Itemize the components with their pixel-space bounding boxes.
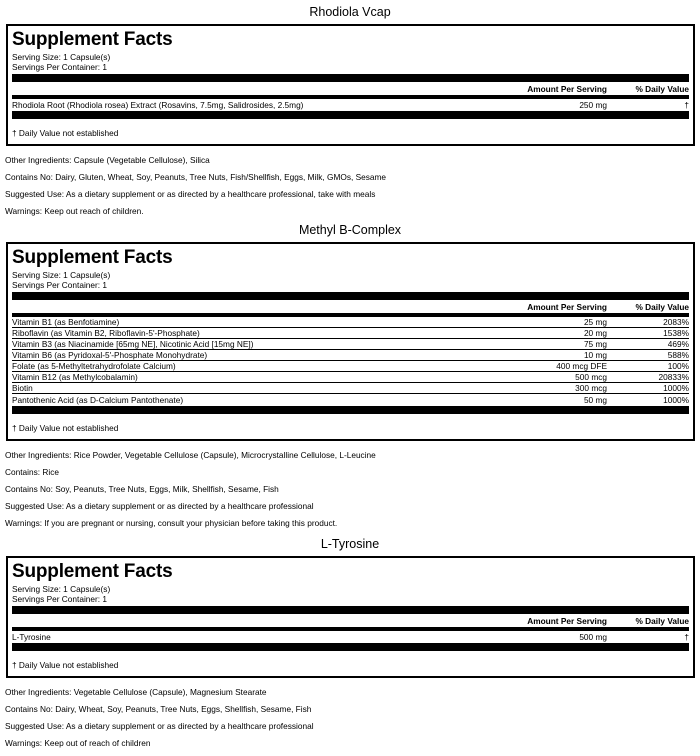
ingredient-name: Vitamin B12 (as Methylcobalamin) bbox=[12, 372, 138, 382]
ingredient-name: Riboflavin (as Vitamin B2, Riboflavin-5'-Phosphate) bbox=[12, 328, 200, 338]
product-notes bbox=[0, 155, 700, 216]
ingredient-name: Biotin bbox=[12, 383, 33, 393]
ingredient-dv: 1538% bbox=[663, 328, 689, 338]
product-notes bbox=[0, 450, 700, 528]
dv-footnote: † Daily Value not established bbox=[12, 128, 119, 138]
table-row bbox=[12, 339, 689, 350]
facts-heading: Supplement Facts bbox=[12, 29, 173, 50]
table-row bbox=[12, 394, 689, 405]
ingredient-name: Vitamin B3 (as Niacinamide [65mg NE], Nicotinic Acid [15mg NE]) bbox=[12, 339, 254, 349]
other-ingredients: Other Ingredients: Vegetable Cellulose (Capsule), Magnesium Stearate bbox=[5, 687, 267, 697]
dv-header: % Daily Value bbox=[635, 615, 689, 626]
table-row bbox=[12, 631, 689, 642]
ingredient-name: Folate (as 5-Methyltetrahydrofolate Calcium) bbox=[12, 361, 176, 371]
amount-header: Amount Per Serving bbox=[527, 615, 607, 626]
table-row bbox=[12, 350, 689, 361]
suggested-use: Suggested Use: As a dietary supplement or as directed by a healthcare professional bbox=[5, 721, 314, 731]
divider-thick bbox=[12, 406, 689, 414]
ingredient-amount: 75 mg bbox=[583, 339, 607, 349]
divider-thick bbox=[12, 74, 689, 82]
dv-footnote: † Daily Value not established bbox=[12, 660, 119, 670]
dv-header: % Daily Value bbox=[635, 83, 689, 94]
servings-per-container: Servings Per Container: 1 bbox=[12, 594, 108, 604]
ingredient-dv: † bbox=[684, 99, 689, 110]
ingredient-amount: 400 mcg DFE bbox=[556, 361, 607, 371]
ingredient-amount: 10 mg bbox=[583, 350, 607, 360]
ingredient-amount: 500 mg bbox=[579, 631, 607, 642]
dv-footnote: † Daily Value not established bbox=[12, 423, 119, 433]
table-row bbox=[12, 328, 689, 339]
product-section-rhodiola bbox=[0, 5, 700, 223]
divider-thick bbox=[12, 643, 689, 651]
divider-thick bbox=[12, 606, 689, 614]
serving-size: Serving Size: 1 Capsule(s) bbox=[12, 584, 111, 594]
table-row bbox=[12, 99, 689, 110]
contains-no: Contains No: Soy, Peanuts, Tree Nuts, Eggs, Milk, Shellfish, Sesame, Fish bbox=[5, 484, 279, 494]
table-header bbox=[12, 82, 689, 95]
ingredient-amount: 300 mcg bbox=[575, 383, 607, 393]
product-title: L-Tyrosine bbox=[320, 537, 380, 551]
warnings: Warnings: Keep out reach of children. bbox=[5, 206, 144, 216]
product-section-l-tyrosine bbox=[0, 537, 700, 755]
ingredient-amount: 500 mcg bbox=[575, 372, 607, 382]
ingredient-dv: 2083% bbox=[663, 317, 689, 327]
facts-heading: Supplement Facts bbox=[12, 247, 173, 268]
ingredient-dv: 20833% bbox=[658, 372, 689, 382]
product-section-methyl-b-complex bbox=[0, 223, 700, 535]
table-row bbox=[12, 361, 689, 372]
serving-size: Serving Size: 1 Capsule(s) bbox=[12, 270, 111, 280]
warnings: Warnings: If you are pregnant or nursing, consult your physician before taking this product. bbox=[5, 518, 338, 528]
ingredient-name: Vitamin B1 (as Benfotiamine) bbox=[12, 317, 120, 327]
ingredient-dv: † bbox=[684, 631, 689, 642]
serving-size: Serving Size: 1 Capsule(s) bbox=[12, 52, 111, 62]
ingredient-name: L-Tyrosine bbox=[12, 631, 51, 642]
suggested-use: Suggested Use: As a dietary supplement or as directed by a healthcare professional bbox=[5, 501, 314, 511]
product-title: Rhodiola Vcap bbox=[309, 5, 391, 19]
ingredient-amount: 250 mg bbox=[579, 99, 607, 110]
supplement-facts-panel bbox=[6, 556, 695, 678]
divider-thick bbox=[12, 292, 689, 300]
supplement-facts-panel bbox=[6, 24, 695, 146]
table-row bbox=[12, 317, 689, 328]
servings-per-container: Servings Per Container: 1 bbox=[12, 280, 108, 290]
ingredient-name: Rhodiola Root (Rhodiola rosea) Extract (Rosavins, 7.5mg, Salidrosides, 2.5mg) bbox=[12, 99, 304, 110]
servings-per-container: Servings Per Container: 1 bbox=[12, 62, 108, 72]
ingredient-amount: 25 mg bbox=[583, 317, 607, 327]
other-ingredients: Other Ingredients: Capsule (Vegetable Cellulose), Silica bbox=[5, 155, 210, 165]
ingredient-dv: 1000% bbox=[663, 383, 689, 393]
ingredient-name: Vitamin B6 (as Pyridoxal-5'-Phosphate Monohydrate) bbox=[12, 350, 208, 360]
contains-no: Contains No: Dairy, Wheat, Soy, Peanuts, Tree Nuts, Eggs, Shellfish, Sesame, Fish bbox=[5, 704, 312, 714]
ingredient-dv: 1000% bbox=[663, 394, 689, 405]
amount-header: Amount Per Serving bbox=[527, 83, 607, 94]
product-title: Methyl B-Complex bbox=[298, 223, 402, 237]
warnings: Warnings: Keep out of reach of children bbox=[5, 738, 151, 748]
divider-thick bbox=[12, 111, 689, 119]
ingredient-amount: 20 mg bbox=[583, 328, 607, 338]
suggested-use: Suggested Use: As a dietary supplement or as directed by a healthcare professional, take with meals bbox=[5, 189, 376, 199]
table-row bbox=[12, 372, 689, 383]
facts-heading: Supplement Facts bbox=[12, 561, 173, 582]
table-row bbox=[12, 383, 689, 394]
dv-header: % Daily Value bbox=[635, 301, 689, 312]
contains: Contains: Rice bbox=[5, 467, 59, 477]
product-notes bbox=[0, 687, 700, 748]
other-ingredients: Other Ingredients: Rice Powder, Vegetable Cellulose (Capsule), Microcrystalline Cellulose, L-Leucine bbox=[5, 450, 376, 460]
ingredient-dv: 469% bbox=[667, 339, 689, 349]
ingredient-amount: 50 mg bbox=[583, 394, 607, 405]
contains-no: Contains No: Dairy, Gluten, Wheat, Soy, Peanuts, Tree Nuts, Fish/Shellfish, Eggs, Milk, GMOs, Sesame bbox=[5, 172, 387, 182]
table-header bbox=[12, 614, 689, 627]
amount-header: Amount Per Serving bbox=[527, 301, 607, 312]
supplement-facts-panel bbox=[6, 242, 695, 441]
ingredient-dv: 100% bbox=[667, 361, 689, 371]
table-header bbox=[12, 300, 689, 313]
ingredient-dv: 588% bbox=[667, 350, 689, 360]
ingredient-name: Pantothenic Acid (as D-Calcium Pantothenate) bbox=[12, 394, 184, 405]
